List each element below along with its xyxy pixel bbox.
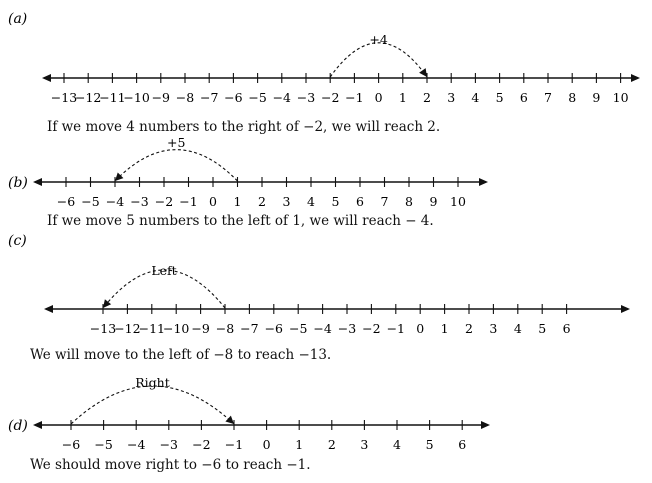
jump-label-d: Right [135, 375, 170, 390]
jump-label-a: +4 [369, 32, 388, 47]
axis-arrow-right-a [631, 74, 640, 82]
panel-d [8, 375, 490, 452]
tick-label-b: −5 [81, 194, 100, 209]
tick-label-a: −8 [175, 90, 195, 105]
tick-label-c: 2 [465, 321, 473, 336]
tick-label-c: 4 [513, 321, 522, 336]
tick-label-c: −5 [288, 321, 308, 336]
panel-label-d: (d) [8, 418, 28, 434]
tick-label-a: −3 [296, 90, 316, 105]
tick-label-c: −11 [138, 321, 165, 336]
axis-arrow-left-d [33, 421, 42, 429]
tick-label-b: 1 [233, 194, 242, 209]
tick-label-a: −5 [248, 90, 267, 105]
tick-label-a: −10 [123, 90, 150, 105]
tick-label-b: 4 [307, 194, 315, 209]
tick-label-b: −6 [56, 194, 76, 209]
tick-label-c: −6 [264, 321, 284, 336]
tick-label-d: −5 [94, 437, 113, 452]
tick-label-d: 0 [262, 437, 271, 452]
tick-label-b: −2 [154, 194, 174, 209]
panel-c [8, 233, 630, 336]
tick-label-c: −13 [89, 321, 117, 336]
tick-label-b: −3 [130, 194, 149, 209]
tick-label-b: −4 [105, 194, 125, 209]
tick-label-a: −7 [199, 90, 219, 105]
axis-arrow-left-c [44, 305, 53, 313]
tick-label-d: −4 [126, 437, 146, 452]
jump-arc-b [115, 150, 238, 181]
tick-label-b: 2 [258, 194, 266, 209]
tick-label-a: 9 [592, 90, 601, 105]
jump-arc-d [71, 386, 234, 424]
tick-label-d: −6 [61, 437, 81, 452]
panel-label-a: (a) [8, 11, 28, 27]
tick-label-a: −6 [224, 90, 243, 105]
jump-arrowhead-b [115, 172, 123, 181]
tick-label-c: −8 [215, 321, 235, 336]
tick-label-a: −12 [75, 90, 102, 105]
tick-label-d: 1 [295, 437, 304, 452]
jump-arrowhead-d [225, 416, 234, 424]
tick-label-a: 2 [423, 90, 431, 105]
axis-arrow-right-d [481, 421, 490, 429]
tick-label-d: 6 [458, 437, 467, 452]
tick-label-c: 3 [489, 321, 498, 336]
tick-label-a: −1 [345, 90, 364, 105]
tick-label-b: 9 [429, 194, 438, 209]
jump-label-b: +5 [167, 135, 186, 150]
tick-label-b: 0 [209, 194, 217, 209]
tick-label-d: −3 [159, 437, 179, 452]
tick-label-a: 6 [519, 90, 528, 105]
tick-label-a: 3 [447, 90, 456, 105]
tick-label-b: −1 [179, 194, 198, 209]
tick-label-c: 6 [562, 321, 571, 336]
tick-label-a: 1 [398, 90, 407, 105]
panel-label-c: (c) [8, 233, 27, 249]
jump-arc-a [330, 43, 427, 77]
tick-label-a: −13 [50, 90, 78, 105]
jump-label-c: Left [151, 263, 177, 278]
sentence-d: We should move right to −6 to reach −1. [30, 457, 311, 473]
axis-arrow-right-b [479, 178, 488, 186]
tick-label-a: 10 [612, 90, 629, 105]
tick-label-d: 3 [360, 437, 369, 452]
tick-label-b: 10 [450, 194, 466, 209]
tick-label-d: 4 [393, 437, 401, 452]
tick-label-c: −10 [163, 321, 190, 336]
tick-label-a: 5 [495, 90, 504, 105]
tick-label-c: 0 [416, 321, 425, 336]
tick-label-c: −3 [337, 321, 357, 336]
tick-label-a: 7 [544, 90, 552, 105]
tick-label-c: −7 [240, 321, 259, 336]
sentence-b: If we move 5 numbers to the left of 1, we will reach − 4. [47, 213, 434, 229]
tick-label-d: −1 [224, 437, 244, 452]
tick-label-b: 5 [331, 194, 340, 209]
tick-label-a: 4 [471, 90, 480, 105]
tick-label-a: −11 [99, 90, 126, 105]
tick-label-a: −4 [272, 90, 292, 105]
panel-b [8, 135, 488, 209]
tick-label-d: −2 [192, 437, 211, 452]
tick-label-b: 8 [405, 194, 413, 209]
tick-label-a: −9 [151, 90, 171, 105]
tick-label-c: −4 [313, 321, 332, 336]
tick-label-c: 1 [440, 321, 449, 336]
tick-label-c: −1 [386, 321, 406, 336]
tick-label-c: −12 [114, 321, 141, 336]
axis-arrow-right-c [621, 305, 630, 313]
tick-label-c: 5 [538, 321, 547, 336]
tick-label-a: 8 [568, 90, 577, 105]
panel-label-b: (b) [8, 175, 28, 191]
tick-label-c: −2 [362, 321, 381, 336]
sentence-a: If we move 4 numbers to the right of −2, we will reach 2. [47, 119, 441, 135]
panel-a [8, 11, 640, 105]
jump-arrowhead-a [419, 68, 427, 77]
tick-label-b: 6 [356, 194, 364, 209]
axis-arrow-left-a [42, 74, 51, 82]
tick-label-b: 7 [380, 194, 389, 209]
tick-label-c: −9 [191, 321, 210, 336]
axis-arrow-left-b [33, 178, 42, 186]
tick-label-a: −2 [320, 90, 340, 105]
sentence-c: We will move to the left of −8 to reach −13. [30, 347, 332, 363]
tick-label-d: 2 [327, 437, 336, 452]
tick-label-d: 5 [425, 437, 434, 452]
tick-label-b: 3 [282, 194, 291, 209]
tick-label-a: 0 [374, 90, 383, 105]
